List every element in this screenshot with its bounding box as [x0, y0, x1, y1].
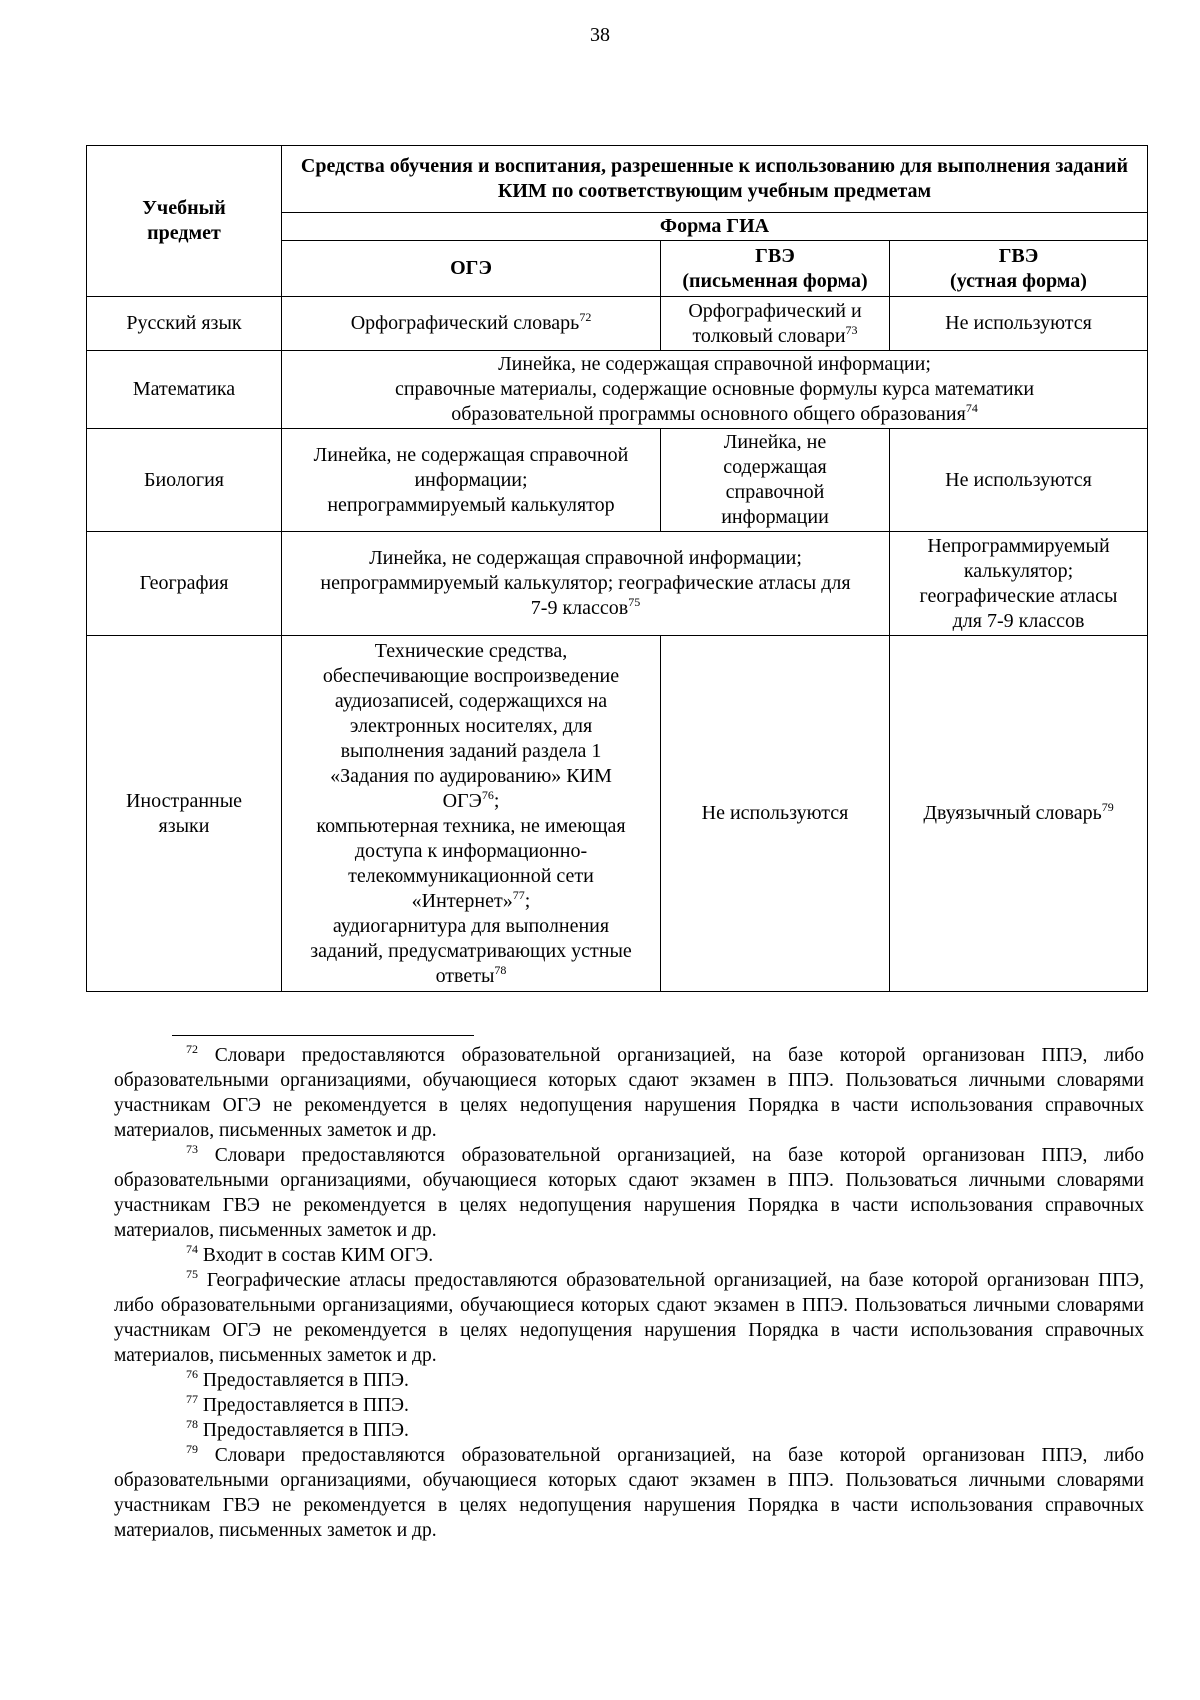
footnote-number: 72 [186, 1042, 198, 1056]
cell-line [665, 324, 885, 349]
cell-line: географические атласы [919, 584, 1118, 607]
oge-cell [282, 297, 661, 351]
cell-line: Линейка, не [723, 431, 827, 453]
footnote [114, 1043, 1144, 1143]
gve-written-header [661, 241, 890, 297]
gve-oral-cell: Не используются [890, 297, 1148, 351]
gve-oral-header-line2: (устная форма) [950, 269, 1087, 292]
footnote-separator [172, 1035, 474, 1036]
cell-line: калькулятор; [963, 559, 1074, 582]
footnote [114, 1393, 1144, 1418]
gve-oral-cell [890, 532, 1148, 636]
cell-line: доступа к информационно- [354, 839, 588, 862]
gve-written-cell [661, 297, 890, 351]
subject-cell: География [87, 532, 282, 636]
cell-text: ОГЭ [442, 789, 482, 812]
cell-text: ; [493, 789, 500, 812]
cell-line [286, 889, 656, 914]
cell-line: для 7-9 классов [952, 609, 1085, 632]
gve-oral-cell: Не используются [890, 429, 1148, 532]
cell-text: ; [524, 889, 531, 912]
footnote [114, 1368, 1144, 1393]
cell-line: «Задания по аудированию» КИМ [330, 764, 612, 787]
footnote-number: 76 [186, 1367, 198, 1381]
footnote [114, 1243, 1144, 1268]
cell-line: выполнения заданий раздела 1 [340, 739, 602, 762]
footnote-text: Словари предоставляются образовательной организацией, на базе которой организован ППЭ, либо образовательными организациями, обучающиеся которых сдают экзамен в ППЭ. Пользоваться личными словарями участникам ОГЭ не рекомендуется в целях недопущения нарушения Порядка в части использования справочных материалов, письменных заметок и др. [114, 1045, 1144, 1141]
cell-line [286, 964, 656, 989]
footnote-ref: 77 [512, 887, 525, 902]
subject-cell: Биология [87, 429, 282, 532]
page-number: 38 [590, 24, 610, 46]
cell-text: толковый словари [692, 324, 846, 347]
cell-line: заданий, предусматривающих устные [310, 939, 632, 962]
footnote-text: Входит в состав КИМ ОГЭ. [202, 1245, 434, 1266]
footnote [114, 1443, 1144, 1543]
footnote-ref: 78 [494, 962, 507, 977]
cell-line: Непрограммируемый [927, 534, 1110, 557]
cell-line: непрограммируемый калькулятор; географические атласы для [320, 572, 851, 594]
footnote-ref: 72 [579, 310, 592, 324]
footnote-ref: 75 [628, 595, 641, 609]
cell-line [286, 402, 1143, 427]
footnote-text: Географические атласы предоставляются образовательной организацией, на базе которой организован ППЭ, либо образовательными организациями, обучающиеся которых сдают экзамен в ППЭ. Пользоваться личными словарями участникам ОГЭ не рекомендуется в целях недопущения нарушения Порядка в части использования справочных материалов, письменных заметок и др. [114, 1270, 1145, 1366]
gve-oral-header-line1: ГВЭ [998, 244, 1039, 267]
gve-oral-header [890, 241, 1148, 297]
forma-gia-header: Форма ГИА [282, 213, 1148, 241]
footnote [114, 1143, 1144, 1243]
gve-oral-cell [890, 636, 1148, 992]
cell-line: Линейка, не содержащая справочной информации; [498, 353, 931, 375]
cell-text: образовательной программы основного общего образования [451, 403, 966, 425]
footnote [114, 1268, 1144, 1368]
footnote-number: 75 [186, 1267, 198, 1281]
subject-column-header: Учебный предмет [87, 146, 282, 297]
gve-written-header-line1: ГВЭ [755, 244, 795, 267]
footnote-text: Предоставляется в ППЭ. [202, 1420, 409, 1441]
footnote-number: 77 [186, 1392, 198, 1406]
cell-text: «Интернет» [411, 889, 513, 912]
footnote-text: Словари предоставляются образовательной организацией, на базе которой организован ППЭ, либо образовательными организациями, обучающиеся которых сдают экзамен в ППЭ. Пользоваться личными словарями участникам ГВЭ не рекомендуется в целях недопущения нарушения Порядка в части использования справочных материалов, письменных заметок и др. [114, 1145, 1144, 1241]
subject-cell: Математика [87, 351, 282, 429]
cell-line: аудиозаписей, содержащихся на [334, 689, 608, 712]
cell-line: справочные материалы, содержащие основные формулы курса математики [394, 378, 1035, 400]
table-row [87, 636, 1148, 992]
footnote-number: 79 [186, 1442, 198, 1456]
cell-text: ответы [435, 964, 495, 987]
gve-written-header-line2: (письменная форма) [682, 269, 868, 292]
gve-written-cell: Не используются [661, 636, 890, 992]
cell-line [286, 596, 885, 621]
footnote-ref: 73 [845, 322, 858, 337]
cell-text: 7-9 классов [530, 597, 629, 619]
table-row [87, 351, 1148, 429]
cell-line: телекоммуникационной сети [348, 864, 594, 887]
table-row [87, 297, 1148, 351]
footnote [114, 1418, 1144, 1443]
cell-line [286, 789, 656, 814]
cell-line: аудиогарнитура для выполнения [332, 914, 610, 937]
means-header: Средства обучения и воспитания, разрешенные к использованию для выполнения заданий КИМ по соответствующим учебным предметам [282, 146, 1148, 213]
oge-cell [282, 636, 661, 992]
table-row [87, 429, 1148, 532]
cell-line: справочной [725, 481, 825, 503]
footnote-number: 78 [186, 1417, 198, 1431]
footnote-number: 74 [186, 1242, 198, 1256]
footnote-number: 73 [186, 1142, 198, 1156]
footnote-text: Предоставляется в ППЭ. [202, 1395, 409, 1416]
subject-cell [87, 636, 282, 992]
merged-cell [282, 351, 1148, 429]
cell-line: языки [158, 814, 210, 837]
cell-line: Линейка, не содержащая справочной информации; [369, 547, 802, 569]
gia-means-table [86, 145, 1148, 992]
oge-header: ОГЭ [282, 241, 661, 297]
cell-line: электронных носителях, для [349, 714, 593, 737]
cell-text: Двуязычный словарь [923, 802, 1102, 824]
cell-line: информации [721, 506, 829, 528]
oge-cell [282, 429, 661, 532]
subject-cell: Русский язык [87, 297, 282, 351]
footnote-ref: 76 [481, 787, 494, 802]
gve-written-cell [661, 429, 890, 532]
table-row [87, 532, 1148, 636]
cell-line: Иностранные [125, 789, 243, 812]
cell-line: Линейка, не содержащая справочной [313, 443, 629, 466]
footnote-text: Предоставляется в ППЭ. [202, 1370, 409, 1391]
cell-text: Орфографический словарь [350, 312, 580, 334]
footnote-ref: 79 [1101, 800, 1114, 814]
footnote-text: Словари предоставляются образовательной организацией, на базе которой организован ППЭ, либо образовательными организациями, обучающиеся которых сдают экзамен в ППЭ. Пользоваться личными словарями участникам ГВЭ не рекомендуется в целях недопущения нарушения Порядка в части использования справочных материалов, письменных заметок и др. [114, 1445, 1144, 1541]
cell-line: информации; [414, 468, 528, 491]
footnote-ref: 74 [965, 401, 978, 415]
cell-line: непрограммируемый калькулятор [327, 493, 615, 516]
cell-line: компьютерная техника, не имеющая [316, 814, 626, 837]
cell-line: обеспечивающие воспроизведение [322, 664, 620, 687]
merged-cell [282, 532, 890, 636]
cell-line: Орфографический и [688, 299, 862, 322]
cell-line: Технические средства, [374, 639, 568, 662]
footnotes [114, 1043, 1144, 1543]
cell-line: содержащая [723, 456, 827, 478]
